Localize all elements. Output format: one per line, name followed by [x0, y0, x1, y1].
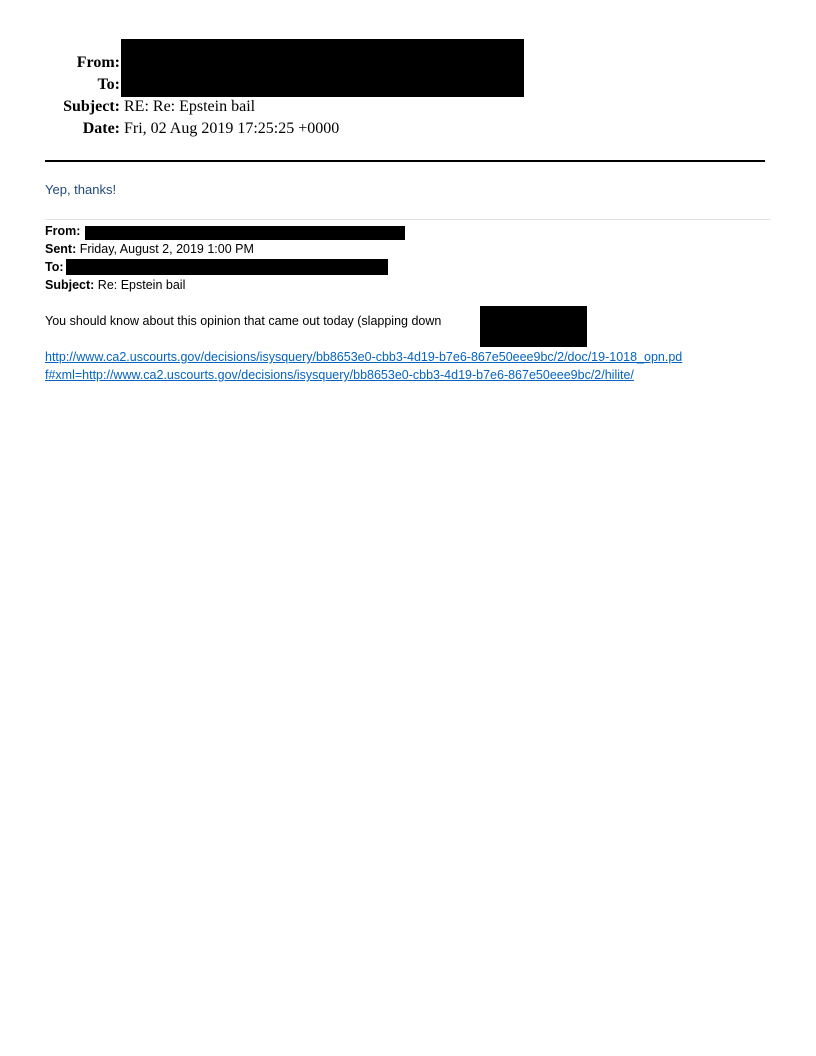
from-label: From: [76, 54, 120, 71]
email-header [0, 0, 816, 140]
redaction-block [66, 259, 388, 275]
quoted-body: You should know about this opinion that came out today (slapping down [45, 314, 442, 328]
quote-separator [45, 219, 770, 220]
quoted-from-label: From: [45, 224, 81, 238]
header-divider [45, 160, 765, 162]
quoted-to-row [45, 258, 64, 276]
quoted-sent-row [45, 240, 254, 258]
subject-value: RE: Re: Epstein bail [124, 98, 256, 115]
reply-text: Yep, thanks! [45, 182, 117, 197]
quoted-sent-value: Friday, August 2, 2019 1:00 PM [79, 242, 254, 256]
quoted-sent-label: Sent: [45, 242, 77, 256]
redaction-block [85, 226, 405, 240]
to-label: To: [97, 76, 120, 93]
quoted-from-row [45, 222, 80, 240]
subject-label: Subject: [63, 98, 120, 115]
quoted-subject-value: Re: Epstein bail [97, 278, 186, 292]
quoted-subject-label: Subject: [45, 278, 95, 292]
date-label: Date: [82, 120, 120, 137]
date-value: Fri, 02 Aug 2019 17:25:25 +0000 [124, 120, 340, 137]
redaction-block [121, 39, 524, 97]
opinion-link[interactable]: http://www.ca2.uscourts.gov/decisions/isysquery/bb8653e0-cbb3-4d19-b7e6-867e50eee9bc/2/doc/19-1018_opn.pdf#xml=http://www.ca2.uscourts.gov/decisions/isysquery/bb8653e0-cbb3-4d19-b7e6-867e50eee9bc/2/hilite/ [45, 350, 683, 382]
quoted-subject-row [45, 276, 185, 294]
redaction-block [480, 306, 587, 347]
quoted-to-label: To: [45, 260, 64, 274]
